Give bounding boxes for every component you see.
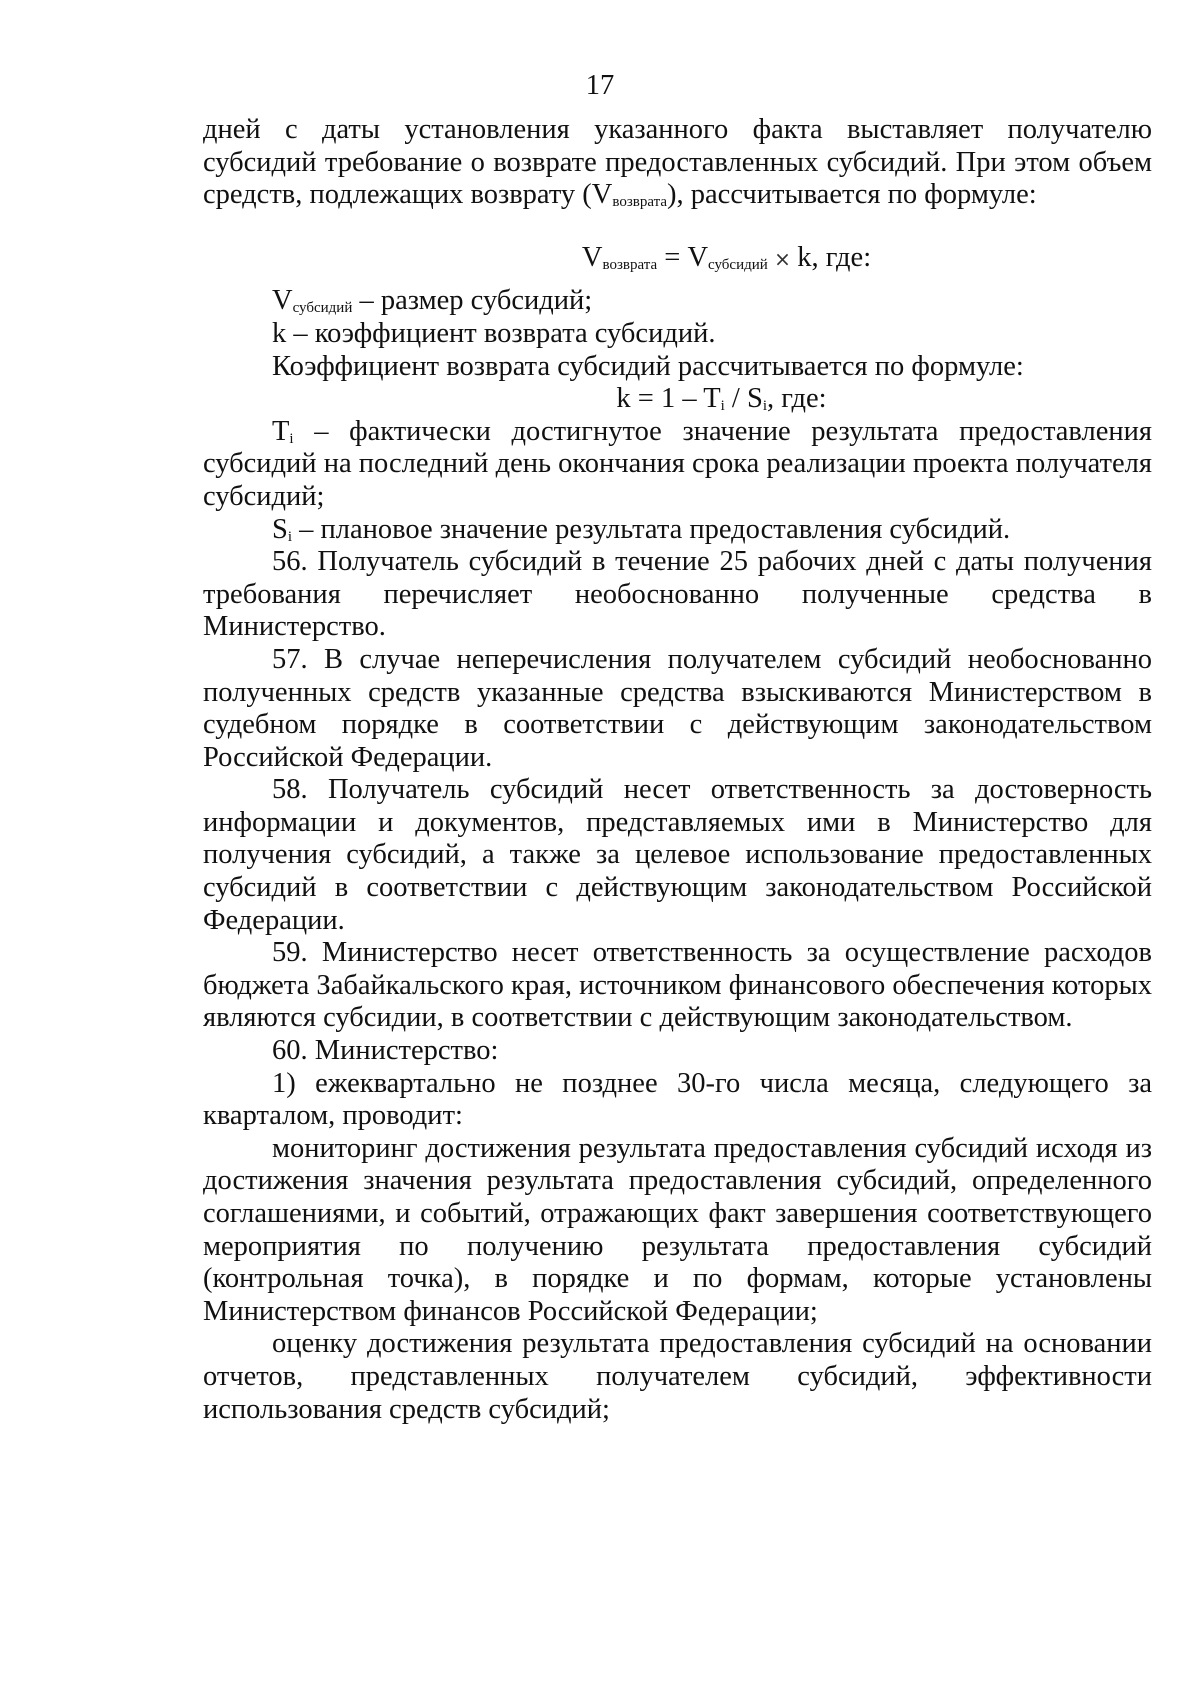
intro-paragraph [203,114,1152,212]
paragraph-57: 57. В случае неперечисления получателем субсидий необоснованно полученных средств указанные средства взыскиваются Министерством в судебном порядке в соответствии с действующим законодательством Российской Федерации. [203,643,1152,773]
formula-coefficient [203,383,1152,416]
formula-refund [203,242,1152,276]
definition-s [203,514,1152,547]
document-body [203,114,1152,1426]
paragraph-assessment: оценку достижения результата предоставления субсидий на основании отчетов, представленных получателем субсидий, эффективности использования средств субсидий; [203,1328,1152,1425]
def-t-symbol: T [272,415,290,447]
intro-tail: ), рассчитывается по формуле: [667,179,1037,211]
formula-sub-left: возврата [602,256,658,273]
formula2-c: , где: [767,383,827,415]
intro-text: дней с даты установления указанного факта выставляет получателю субсидий требование о возврате предоставленных субсидий. При этом объем средств, подлежащих возврату (V [203,114,1152,211]
paragraph-monitoring: мониторинг достижения результата предоставления субсидий исходя из достижения значения результата предоставления субсидий, определенного соглашениями, и событий, отражающих факт завершения соответствующего мероприятия по получению результата предоставления субсидий (контрольная точка), в порядке и по формам, которые установлены Министерством финансов Российской Федерации; [203,1132,1152,1327]
formula-v: V [581,241,603,273]
formula2-b: / S [724,383,763,415]
def-v-subscript: субсидий [292,300,353,317]
definition-v-subsidy [203,285,1152,318]
formula2-a: k = 1 – T [616,383,721,415]
formula2-sub-t: i [720,398,725,415]
definition-t [203,416,1152,514]
def-s-symbol: S [272,513,288,545]
paragraph-56: 56. Получатель субсидий в течение 25 рабочих дней с даты получения требования перечисляет необоснованно полученные средства в Министерство. [203,546,1152,643]
formula-sub-right: субсидий [708,256,768,273]
def-s-subscript: i [287,528,293,545]
def-v-text: – размер субсидий; [352,285,593,317]
paragraph-60: 60. Министерство: [272,1035,499,1067]
definition-k: k – коэффициент возврата субсидий. [272,317,716,349]
formula-eq: = V [657,241,709,273]
paragraph-58: 58. Получатель субсидий несет ответственность за достоверность информации и документов, представляемых ими в Министерство для получения субсидий, а также за целевое использование предоставленных субсидий в соответствии с действующим законодательством Российской Федерации. [203,774,1152,936]
def-s-text: – плановое значение результата предоставления субсидий. [292,513,1011,545]
formula2-sub-s: i [762,398,767,415]
formula-tail: k, где: [797,241,872,273]
times-sign: × [767,246,798,271]
paragraph-60-item-1: 1) ежеквартально не позднее 30-го числа месяца, следующего за кварталом, проводит: [203,1067,1152,1132]
def-v-symbol: V [272,285,293,317]
page-number: 17 [585,70,615,101]
def-t-text: – фактически достигнутое значение результата предоставления субсидий на последний день окончания срока реализации проекта получателя субсидий; [203,415,1152,512]
intro-subscript: возврата [612,194,668,211]
def-t-subscript: i [289,430,294,447]
coefficient-paragraph: Коэффициент возврата субсидий рассчитывается по формуле: [272,350,1024,382]
paragraph-59: 59. Министерство несет ответственность за осуществление расходов бюджета Забайкальского края, источником финансового обеспечения которых являются субсидии, в соответствии с действующим законодательством. [203,937,1152,1034]
